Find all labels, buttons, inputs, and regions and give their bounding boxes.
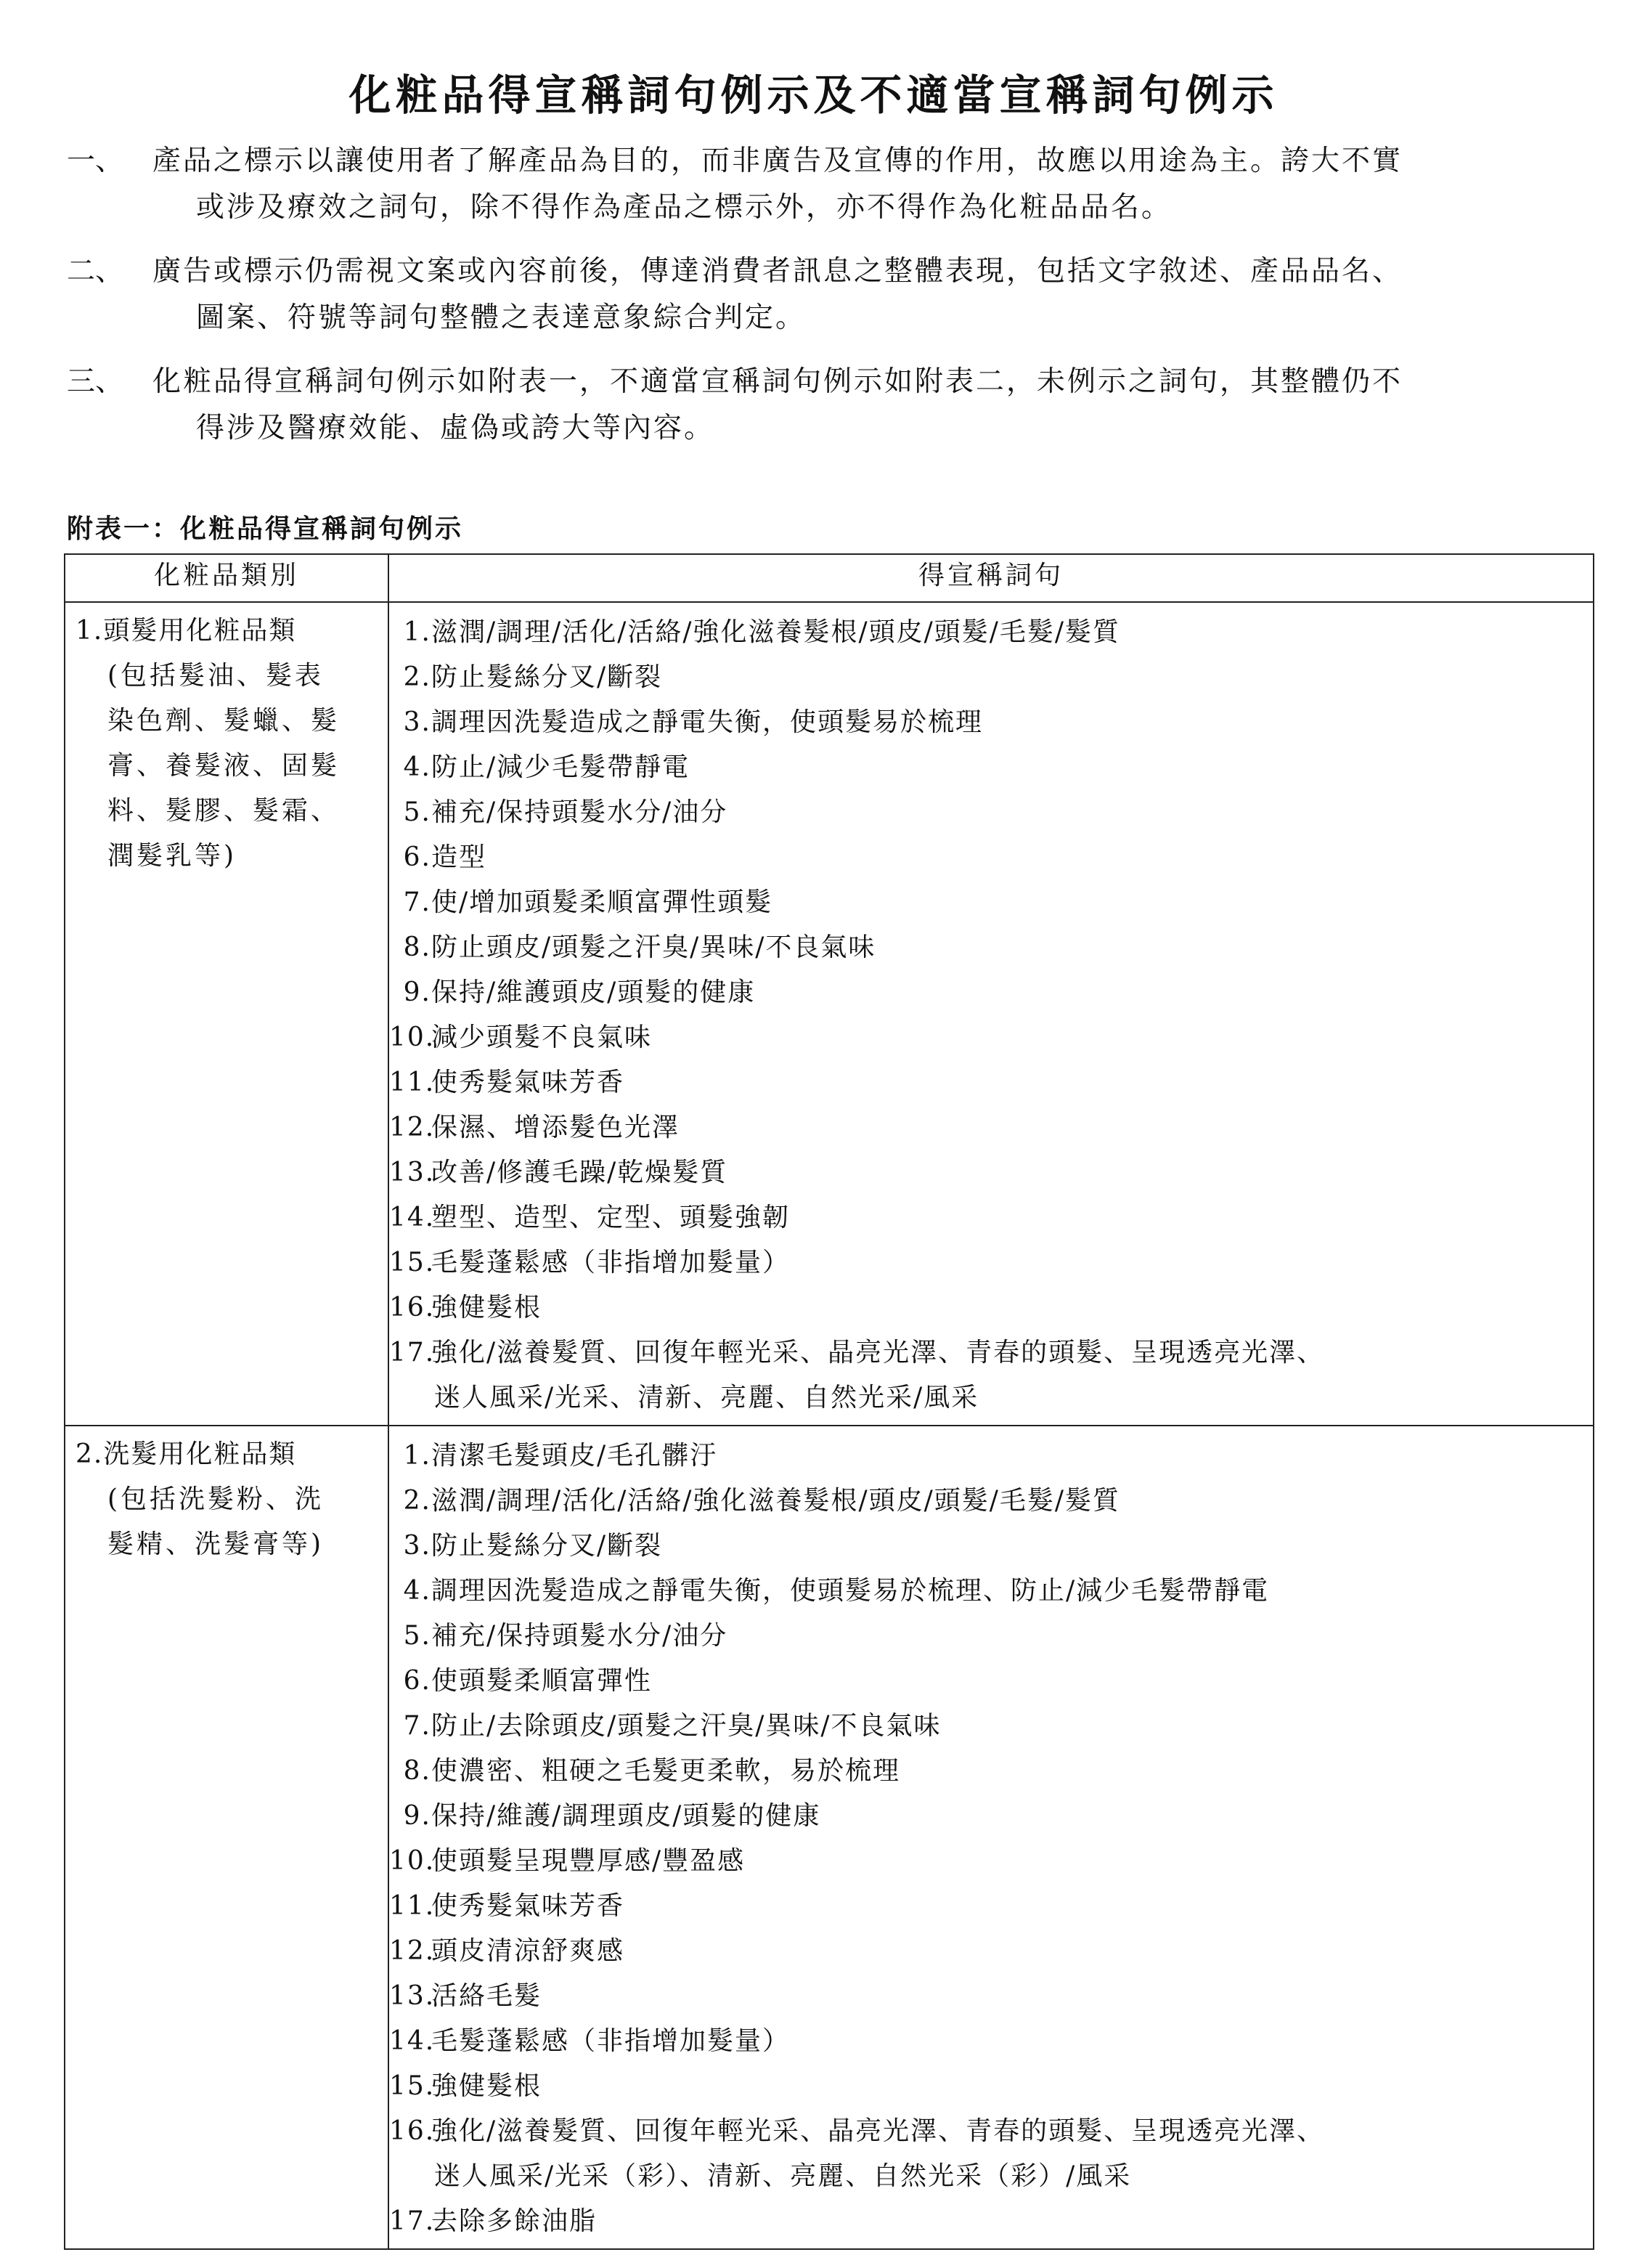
claim-item	[389, 925, 1593, 970]
claim-number: 7.	[403, 887, 431, 917]
claim-number: 6.	[403, 842, 431, 872]
claim-item	[389, 1330, 1593, 1420]
category-description-line: 染色劑、髮蠟、髮	[107, 706, 341, 736]
category-description-line: 潤髮乳等)	[107, 841, 237, 871]
paragraph-line: 廣告或標示仍需視文案或內容前後，傳達消費者訊息之整體表現，包括文字敘述、產品品名、	[152, 255, 1403, 288]
header-claims: 得宣稱詞句	[388, 554, 1594, 602]
claim-number: 2.	[403, 662, 431, 692]
claim-item	[389, 1929, 1593, 1974]
claim-number: 5.	[403, 797, 431, 827]
claim-number: 1.	[403, 617, 431, 647]
claim-text: 調理因洗髮造成之靜電失衡，使頭髮易於梳理	[431, 707, 984, 737]
claim-item	[389, 1524, 1593, 1569]
claim-item	[389, 1285, 1593, 1330]
claim-number: 4.	[403, 1576, 431, 1606]
claim-number: 12.	[389, 1113, 436, 1142]
claim-number: 4.	[403, 752, 431, 782]
claim-text: 使頭髮柔順富彈性	[431, 1666, 653, 1696]
claim-item	[389, 1105, 1593, 1150]
claim-text: 強健髮根	[431, 1293, 542, 1322]
claim-item	[389, 610, 1593, 655]
table-row	[65, 1426, 1594, 2249]
claim-text: 強化/滋養髮質、回復年輕光采、晶亮光澤、青春的頭髮、呈現透亮光澤、	[431, 1338, 1325, 1367]
claim-number: 13.	[389, 1158, 436, 1187]
claim-item	[389, 1569, 1593, 1614]
category-name: 2.洗髮用化粧品類	[76, 1439, 297, 1469]
claim-text: 防止髮絲分叉/斷裂	[431, 662, 663, 692]
claim-item	[389, 2109, 1593, 2199]
claim-text: 去除多餘油脂	[431, 2206, 598, 2236]
claim-text: 補充/保持頭髮水分/油分	[431, 797, 728, 827]
claim-item	[389, 2064, 1593, 2109]
claim-text: 滋潤/調理/活化/活絡/強化滋養髮根/頭皮/頭髮/毛髮/髮質	[431, 1486, 1121, 1516]
claim-number: 16.	[389, 2116, 436, 2146]
claim-number: 1.	[403, 1441, 431, 1471]
claim-text: 防止髮絲分叉/斷裂	[431, 1531, 663, 1561]
claim-item	[389, 1839, 1593, 1884]
claim-text: 毛髮蓬鬆感（非指增加髮量）	[431, 2026, 791, 2056]
claim-item	[389, 1434, 1593, 1479]
claim-item	[389, 1749, 1593, 1794]
claims-list	[389, 1426, 1593, 2248]
category-description-line: (包括髮油、髮表	[107, 661, 325, 691]
category-name: 1.頭髮用化粧品類	[76, 616, 297, 646]
category-cell	[65, 1426, 388, 2249]
claim-item	[389, 1704, 1593, 1749]
intro-paragraphs	[67, 138, 1577, 469]
claim-text: 保濕、增添髮色光澤	[431, 1113, 680, 1142]
claim-number: 13.	[389, 1981, 436, 2011]
claim-number: 8.	[403, 1756, 431, 1786]
claim-item	[389, 790, 1593, 835]
claim-text: 清潔毛髮頭皮/毛孔髒汙	[431, 1441, 718, 1471]
claim-text: 強健髮根	[431, 2071, 542, 2101]
claim-text: 塑型、造型、定型、頭髮強韌	[431, 1203, 791, 1232]
claim-item	[389, 1884, 1593, 1929]
paragraph-line: 得涉及醫療效能、虛偽或誇大等內容。	[196, 412, 715, 444]
claim-text: 調理因洗髮造成之靜電失衡，使頭髮易於梳理、防止/減少毛髮帶靜電	[431, 1576, 1270, 1606]
claim-number: 7.	[403, 1711, 431, 1741]
claim-item	[389, 1240, 1593, 1285]
claim-item	[389, 1150, 1593, 1195]
category-description-line: 料、髮膠、髮霜、	[107, 796, 341, 826]
claim-text: 頭皮清涼舒爽感	[431, 1936, 625, 1966]
claim-number: 12.	[389, 1936, 436, 1966]
paragraph-line: 產品之標示以讓使用者了解產品為目的，而非廣告及宣傳的作用，故應以用途為主。誇大不實	[152, 145, 1403, 177]
claims-list	[389, 603, 1593, 1425]
category-description-line: 髮精、洗髮膏等)	[107, 1529, 325, 1559]
claim-item	[389, 2019, 1593, 2064]
claim-text: 造型	[431, 842, 487, 872]
claim-number: 2.	[403, 1486, 431, 1516]
claim-number: 11.	[389, 1891, 436, 1921]
claim-text: 減少頭髮不良氣味	[431, 1023, 653, 1052]
claim-item	[389, 1479, 1593, 1524]
claim-item	[389, 745, 1593, 790]
claim-number: 10.	[389, 1023, 436, 1052]
claim-item	[389, 655, 1593, 700]
claim-number: 17.	[389, 2206, 436, 2236]
document-title: 化粧品得宣稱詞句例示及不適當宣稱詞句例示	[348, 70, 1279, 120]
claim-item	[389, 1659, 1593, 1704]
claim-text-continuation: 迷人風采/光采（彩）、清新、亮麗、自然光采（彩）/風采	[434, 2161, 1132, 2191]
claim-number: 10.	[389, 1846, 436, 1876]
intro-paragraph	[67, 359, 1577, 452]
claim-item	[389, 1614, 1593, 1659]
claim-text: 使頭髮呈現豐厚感/豐盈感	[431, 1846, 746, 1876]
claim-text: 使濃密、粗硬之毛髮更柔軟，易於梳理	[431, 1756, 901, 1786]
claim-text-continuation: 迷人風采/光采、清新、亮麗、自然光采/風采	[434, 1383, 979, 1413]
claim-number: 8.	[403, 932, 431, 962]
claim-item	[389, 970, 1593, 1015]
claim-number: 3.	[403, 1531, 431, 1561]
category-cell	[65, 602, 388, 1426]
claims-table	[64, 553, 1594, 2250]
claim-number: 11.	[389, 1068, 436, 1097]
claim-number: 3.	[403, 707, 431, 737]
intro-paragraph	[67, 248, 1577, 341]
claim-number: 6.	[403, 1666, 431, 1696]
claim-text: 使/增加頭髮柔順富彈性頭髮	[431, 887, 773, 917]
table-header-row	[65, 554, 1594, 602]
claim-item	[389, 1794, 1593, 1839]
claims-cell	[388, 602, 1594, 1426]
claim-text: 改善/修護毛躁/乾燥髮質	[431, 1158, 728, 1187]
category-description-line: 膏、養髮液、固髮	[107, 751, 341, 781]
claim-number: 15.	[389, 1248, 436, 1277]
claim-number: 14.	[389, 2026, 436, 2056]
claim-item	[389, 700, 1593, 745]
claim-text: 保持/維護/調理頭皮/頭髮的健康	[431, 1801, 821, 1831]
claim-text: 使秀髮氣味芳香	[431, 1891, 625, 1921]
claim-item	[389, 835, 1593, 880]
claim-text: 保持/維護頭皮/頭髮的健康	[431, 977, 756, 1007]
claim-number: 14.	[389, 1203, 436, 1232]
claims-cell	[388, 1426, 1594, 2249]
claim-number: 9.	[403, 1801, 431, 1831]
intro-paragraph	[67, 138, 1577, 231]
paragraph-line: 或涉及療效之詞句，除不得作為產品之標示外，亦不得作為化粧品品名。	[196, 191, 1173, 224]
paragraph-line: 圖案、符號等詞句整體之表達意象綜合判定。	[196, 301, 807, 334]
claim-text: 補充/保持頭髮水分/油分	[431, 1621, 728, 1651]
claim-text: 防止/減少毛髮帶靜電	[431, 752, 690, 782]
paragraph-number: 二、	[67, 255, 124, 288]
claim-number: 16.	[389, 1293, 436, 1322]
claim-number: 17.	[389, 1338, 436, 1367]
claim-number: 9.	[403, 977, 431, 1007]
claim-text: 防止/去除頭皮/頭髮之汗臭/異味/不良氣味	[431, 1711, 942, 1741]
claim-text: 毛髮蓬鬆感（非指增加髮量）	[431, 1248, 791, 1277]
claim-text: 使秀髮氣味芳香	[431, 1068, 625, 1097]
claim-item	[389, 880, 1593, 925]
header-category: 化粧品類別	[65, 554, 388, 602]
claim-item	[389, 2199, 1593, 2244]
claim-text: 滋潤/調理/活化/活絡/強化滋養髮根/頭皮/頭髮/毛髮/髮質	[431, 617, 1121, 647]
claim-text: 強化/滋養髮質、回復年輕光采、晶亮光澤、青春的頭髮、呈現透亮光澤、	[431, 2116, 1325, 2146]
claim-item	[389, 1974, 1593, 2019]
claim-item	[389, 1060, 1593, 1105]
paragraph-number: 三、	[67, 365, 124, 398]
category-description-line: (包括洗髮粉、洗	[107, 1484, 325, 1514]
paragraph-line: 化粧品得宣稱詞句例示如附表一，不適當宣稱詞句例示如附表二，未例示之詞句，其整體仍不	[152, 365, 1403, 398]
paragraph-number: 一、	[67, 145, 124, 177]
claim-number: 15.	[389, 2071, 436, 2101]
claim-text: 防止頭皮/頭髮之汗臭/異味/不良氣味	[431, 932, 876, 962]
table-title: 附表一：化粧品得宣稱詞句例示	[67, 514, 464, 544]
claim-item	[389, 1195, 1593, 1240]
claim-text: 活絡毛髮	[431, 1981, 542, 2011]
claim-item	[389, 1015, 1593, 1060]
claim-number: 5.	[403, 1621, 431, 1651]
table-row	[65, 602, 1594, 1426]
